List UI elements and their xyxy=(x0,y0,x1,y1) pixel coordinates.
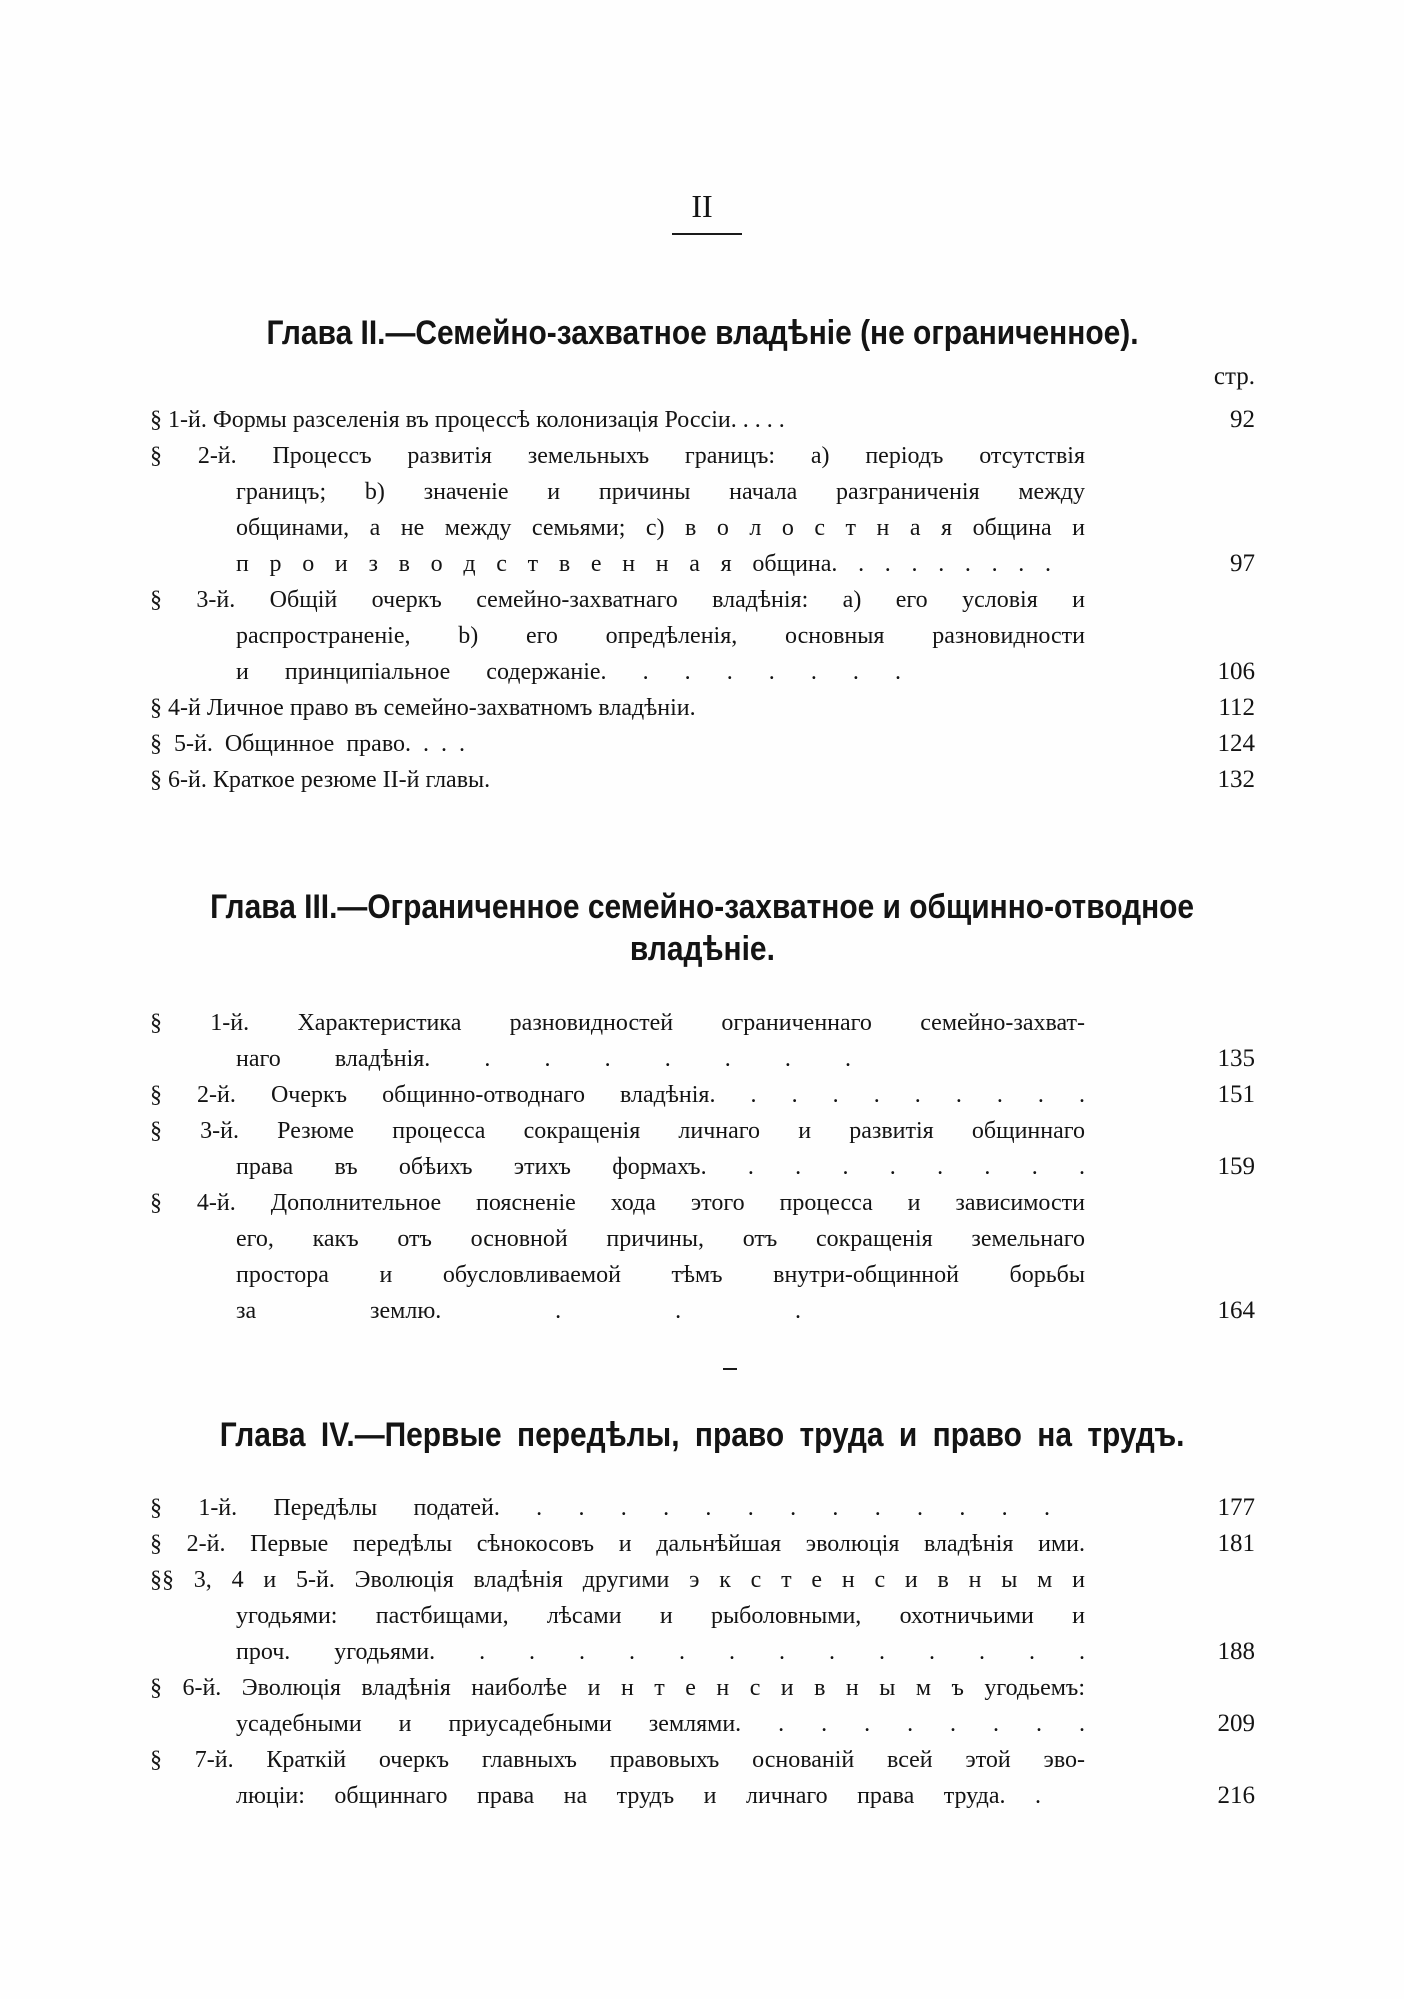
toc-entry-page-number: 177 xyxy=(1217,1494,1255,1521)
toc-entry-line: § 1-й. Формы разселенія въ процессѣ колонизація Россіи. . . . . xyxy=(150,407,785,433)
toc-entry-line: § 1-й. Характеристика разновидностей ограниченнаго семейно-захват- xyxy=(150,1010,1085,1036)
toc-entry-page-number: 92 xyxy=(1230,406,1255,433)
chapter-title-line: Глава III.—Ограниченное семейно-захватное и общинно-отводное xyxy=(209,888,1194,926)
toc-entry-line: права въ обѣихъ этихъ формахъ. . . . . . . . . xyxy=(236,1154,1085,1180)
toc-entry-line: наго владѣнія. . . . . . . . xyxy=(236,1046,851,1072)
page-number: II xyxy=(691,188,713,224)
toc-entry-line: § 3-й. Резюме процесса сокращенія личнаго и развитія общиннаго xyxy=(150,1118,1085,1144)
toc-entry-line: угодьями: пастбищами, лѣсами и рыболовными, охотничьими и xyxy=(236,1603,1085,1629)
chapter-title-continuation xyxy=(0,928,1404,970)
toc-entry-line: люціи: общиннаго права на трудъ и личнаго права труда. . xyxy=(236,1783,1041,1809)
toc-entry-page-number: 97 xyxy=(1230,550,1255,577)
chapter-title xyxy=(0,886,1404,928)
toc-entry-line: § 7-й. Краткій очеркъ главныхъ правовыхъ основаній всей этой эво- xyxy=(150,1747,1085,1773)
toc-entry-line: § 6-й. Краткое резюме II-й главы. xyxy=(150,767,491,793)
toc-entry-page-number: 188 xyxy=(1217,1638,1255,1665)
toc-entry-page-number: 164 xyxy=(1217,1297,1255,1324)
section-divider xyxy=(723,1368,737,1370)
toc-entry-line: § 4-й Личное право въ семейно-захватномъ владѣніи. xyxy=(150,695,696,721)
toc-entry-line: § 1-й. Передѣлы податей. . . . . . . . . . . . . . xyxy=(150,1495,1050,1521)
toc-entry-line: и принципіальное содержаніе. . . . . . . . xyxy=(236,659,901,685)
toc-entry-line: § 4-й. Дополнительное поясненіе хода этого процесса и зависимости xyxy=(150,1190,1085,1216)
toc-entry-line: простора и обусловливаемой тѣмъ внутри-общинной борьбы xyxy=(236,1262,1085,1288)
chapter-title-line: владѣніе. xyxy=(629,930,775,968)
chapter-title xyxy=(0,312,1404,354)
toc-entry-line: его, какъ отъ основной причины, отъ сокращенія земельнаго xyxy=(236,1226,1085,1252)
toc-entry-line: усадебными и приусадебными землями. . . . . . . . . xyxy=(236,1711,1085,1737)
toc-entry-page-number: 159 xyxy=(1217,1153,1255,1180)
toc-entry-line: распространеніе, b) его опредѣленія, основныя разновидности xyxy=(236,623,1085,649)
toc-entry-line: проч. угодьями. . . . . . . . . . . . . . xyxy=(236,1639,1085,1665)
toc-entry-page-number: 135 xyxy=(1217,1045,1255,1072)
toc-entry-page-number: 124 xyxy=(1217,730,1255,757)
toc-entry-line: § 2-й. Очеркъ общинно-отводнаго владѣнія. . . . . . . . . . xyxy=(150,1082,1085,1108)
chapter-title xyxy=(0,1414,1404,1456)
toc-entry-line: § 2-й. Процессъ развитія земельныхъ границъ: a) періодъ отсутствія xyxy=(150,443,1085,469)
toc-entry-line: границъ; b) значеніе и причины начала разграниченія между xyxy=(236,479,1085,505)
toc-entry-page-number: 132 xyxy=(1217,766,1255,793)
chapter-title-line: Глава IV.—Первые передѣлы, право труда и право на трудъ. xyxy=(219,1416,1185,1454)
toc-entry-line: §§ 3, 4 и 5-й. Эволюція владѣнія другими э к с т е н с и в н ы м и xyxy=(150,1567,1085,1593)
toc-entry-line: § 2-й. Первые передѣлы сѣнокосовъ и дальнѣйшая эволюція владѣнія ими. xyxy=(150,1531,1085,1557)
toc-entry-page-number: 216 xyxy=(1217,1782,1255,1809)
toc-entry-page-number: 151 xyxy=(1217,1081,1255,1108)
toc-entry-page-number: 106 xyxy=(1217,658,1255,685)
toc-entry-line: § 6-й. Эволюція владѣнія наиболѣе и н т е н с и в н ы м ъ угодьемъ: xyxy=(150,1675,1085,1701)
page-column-label: стр. xyxy=(1213,363,1255,390)
toc-entry-page-number: 112 xyxy=(1218,694,1255,721)
toc-entry-line: общинами, а не между семьями; c) в о л о с т н а я община и xyxy=(236,515,1085,541)
chapter-title-line: Глава II.—Семейно-захватное владѣніе (не ограниченное). xyxy=(265,314,1139,352)
toc-entry-line: за землю. . . . xyxy=(236,1298,801,1324)
toc-entry-page-number: 181 xyxy=(1217,1530,1255,1557)
toc-entry-line: п р о и з в о д с т в е н н а я община. . . . . . . . . xyxy=(236,551,1051,577)
toc-entry-line: § 5-й. Общинное право. . . . xyxy=(150,731,465,757)
toc-entry-line: § 3-й. Общій очеркъ семейно-захватнаго владѣнія: a) его условія и xyxy=(150,587,1085,613)
page-number-rule xyxy=(672,233,742,235)
toc-entry-page-number: 209 xyxy=(1217,1710,1255,1737)
